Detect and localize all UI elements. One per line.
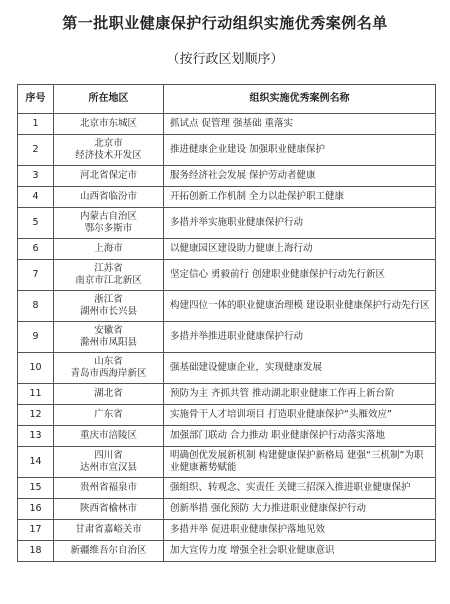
row-case-name: 明确创优发展新机制 构建健康保护新格局 建强“三机制”为职业健康蓄势赋能 <box>164 447 436 478</box>
region-line: 广东省 <box>94 409 123 420</box>
row-region <box>54 114 164 135</box>
row-case-name: 加大宣传力度 增强全社会职业健康意识 <box>164 541 436 562</box>
row-region <box>54 520 164 541</box>
table-row <box>18 208 436 239</box>
row-region <box>54 426 164 447</box>
region-line: 上海市 <box>94 243 123 254</box>
row-number: 13 <box>18 426 54 447</box>
region-line: 湖州市长兴县 <box>79 306 137 317</box>
region-line: 青岛市西海岸新区 <box>70 368 147 379</box>
row-region <box>54 239 164 260</box>
table-row <box>18 426 436 447</box>
region-line: 浙江省 <box>94 294 123 305</box>
region-line: 内蒙古自治区 <box>79 211 137 222</box>
table-row <box>18 384 436 405</box>
row-region <box>54 135 164 166</box>
row-case-name: 多措并举推进职业健康保护行动 <box>164 322 436 353</box>
row-number: 7 <box>18 260 54 291</box>
region-line: 北京市东城区 <box>79 118 137 129</box>
header-case-name: 组织实施优秀案例名称 <box>164 85 436 114</box>
table-row <box>18 541 436 562</box>
row-region <box>54 166 164 187</box>
region-line: 南京市江北新区 <box>75 275 142 286</box>
row-number: 15 <box>18 478 54 499</box>
region-line: 山西省临汾市 <box>79 191 137 202</box>
row-region <box>54 478 164 499</box>
table-row <box>18 478 436 499</box>
row-number: 11 <box>18 384 54 405</box>
region-line: 山东省 <box>94 356 123 367</box>
table-row <box>18 239 436 260</box>
row-region <box>54 187 164 208</box>
row-region <box>54 405 164 426</box>
row-number: 10 <box>18 353 54 384</box>
row-case-name: 多措并举实施职业健康保护行动 <box>164 208 436 239</box>
region-line: 滁州市凤阳县 <box>79 337 137 348</box>
row-case-name: 推进健康企业建设 加强职业健康保护 <box>164 135 436 166</box>
row-case-name: 强基础建设健康企业，实现健康发展 <box>164 353 436 384</box>
region-line: 安徽省 <box>94 325 123 336</box>
table-row <box>18 520 436 541</box>
page-title: 第一批职业健康保护行动组织实施优秀案例名单 <box>62 14 388 32</box>
table-row <box>18 187 436 208</box>
table-row <box>18 135 436 166</box>
row-number: 16 <box>18 499 54 520</box>
row-case-name: 预防为主 齐抓共管 推动湖北职业健康工作再上新台阶 <box>164 384 436 405</box>
region-line: 甘肃省嘉峪关市 <box>75 524 142 535</box>
region-line: 江苏省 <box>94 263 123 274</box>
region-line: 北京市 <box>94 138 123 149</box>
region-line: 陕西省榆林市 <box>79 503 137 514</box>
region-line: 鄂尔多斯市 <box>84 223 133 234</box>
table-row <box>18 291 436 322</box>
row-case-name: 创新举措 强化预防 大力推进职业健康保护行动 <box>164 499 436 520</box>
row-case-name: 抓试点 促管理 强基础 重落实 <box>164 114 436 135</box>
region-line: 贵州省福泉市 <box>79 482 137 493</box>
row-number: 6 <box>18 239 54 260</box>
row-number: 12 <box>18 405 54 426</box>
table-row <box>18 114 436 135</box>
region-line: 河北省保定市 <box>79 170 137 181</box>
row-number: 2 <box>18 135 54 166</box>
header-number: 序号 <box>18 85 54 114</box>
row-region <box>54 541 164 562</box>
row-case-name: 实施骨干人才培训项目 打造职业健康保护“头雁效应” <box>164 405 436 426</box>
page-subtitle: （按行政区划顺序） <box>166 52 284 67</box>
row-number: 14 <box>18 447 54 478</box>
row-case-name: 坚定信心 勇毅前行 创建职业健康保护行动先行新区 <box>164 260 436 291</box>
table-row <box>18 499 436 520</box>
row-number: 8 <box>18 291 54 322</box>
region-line: 新疆维吾尔自治区 <box>70 545 147 556</box>
row-number: 1 <box>18 114 54 135</box>
region-line: 达州市宣汉县 <box>79 462 137 473</box>
row-region <box>54 291 164 322</box>
row-number: 5 <box>18 208 54 239</box>
row-case-name: 服务经济社会发展 保护劳动者健康 <box>164 166 436 187</box>
row-region <box>54 499 164 520</box>
region-line: 重庆市涪陵区 <box>79 430 137 441</box>
row-number: 17 <box>18 520 54 541</box>
table-row <box>18 166 436 187</box>
row-case-name: 加强部门联动 合力推动 职业健康保护行动落实落地 <box>164 426 436 447</box>
table-header-row <box>18 85 436 114</box>
row-region <box>54 353 164 384</box>
row-case-name: 多措并举 促进职业健康保护落地见效 <box>164 520 436 541</box>
cases-table <box>17 84 436 562</box>
table-row <box>18 353 436 384</box>
row-number: 3 <box>18 166 54 187</box>
row-number: 9 <box>18 322 54 353</box>
row-region <box>54 447 164 478</box>
table-row <box>18 322 436 353</box>
header-region: 所在地区 <box>54 85 164 114</box>
region-line: 湖北省 <box>94 388 123 399</box>
row-case-name: 开拓创新工作机制 全力以赴保护职工健康 <box>164 187 436 208</box>
row-number: 4 <box>18 187 54 208</box>
region-line: 经济技术开发区 <box>75 150 142 161</box>
row-region <box>54 208 164 239</box>
table-row <box>18 447 436 478</box>
row-region <box>54 322 164 353</box>
table-row <box>18 405 436 426</box>
row-number: 18 <box>18 541 54 562</box>
row-case-name: 以健康园区建设助力健康上海行动 <box>164 239 436 260</box>
row-region <box>54 384 164 405</box>
row-region <box>54 260 164 291</box>
region-line: 四川省 <box>94 450 123 461</box>
table-row <box>18 260 436 291</box>
row-case-name: 构建四位一体的职业健康治理模 建设职业健康保护行动先行区 <box>164 291 436 322</box>
row-case-name: 强组织、转观念、实责任 关键三招深入推进职业健康保护 <box>164 478 436 499</box>
